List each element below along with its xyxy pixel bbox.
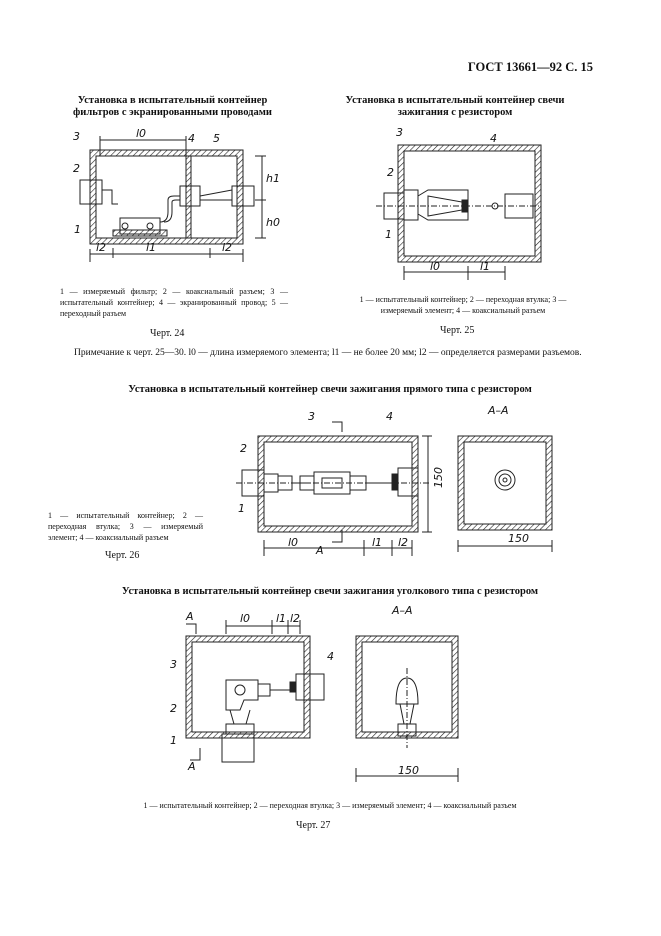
fig24-label-h0: h0: [266, 216, 280, 229]
fig25-label-l0: l0: [430, 260, 441, 273]
fig25-label-4: 4: [490, 132, 497, 145]
fig25-caption: Черт. 25: [440, 325, 475, 336]
fig27-label-a-bottom: A: [188, 760, 196, 773]
fig27-label-l0: l0: [240, 612, 251, 625]
fig24-label-4: 4: [188, 132, 195, 145]
fig24-label-1: 1: [74, 223, 81, 236]
fig24-label-2: 2: [73, 162, 80, 175]
fig27-label-1: 1: [170, 734, 177, 747]
fig27-dim-150: 150: [398, 764, 419, 777]
fig26-caption: Черт. 26: [105, 550, 140, 561]
fig27-label-l1: l1: [276, 612, 287, 625]
fig24-label-h1: h1: [266, 172, 280, 185]
fig25-label-1: 1: [385, 228, 392, 241]
fig26-label-l2: l2: [398, 536, 409, 549]
fig25-diagram: [376, 145, 541, 280]
fig26-label-l1: l1: [372, 536, 383, 549]
fig24-title: Установка в испытательный контейнер фильтров с экранированными проводами: [73, 95, 272, 118]
fig25-label-3: 3: [396, 126, 403, 139]
fig26-label-a: A: [316, 544, 324, 557]
fig26-section-label: A–A: [488, 404, 509, 417]
fig25-label-2: 2: [387, 166, 394, 179]
fig24-label-3: 3: [73, 130, 80, 143]
fig26-label-2: 2: [240, 442, 247, 455]
fig24-label-l2b: l2: [222, 241, 233, 254]
fig26-label-l0: l0: [288, 536, 299, 549]
fig24-label-5: 5: [213, 132, 220, 145]
fig26-label-3: 3: [308, 410, 315, 423]
fig24-diagram: [80, 136, 266, 262]
fig27-label-l2: l2: [290, 612, 301, 625]
fig26-label-4: 4: [386, 410, 393, 423]
fig24-caption: Черт. 24: [150, 328, 185, 339]
fig24-label-l1: l1: [146, 241, 157, 254]
fig27-section-label: A–A: [392, 604, 413, 617]
fig27-legend: 1 — испытательный контейнер; 2 — переходная втулка; 3 — измеряемый элемент; 4 — коаксиальный разъем: [143, 801, 517, 810]
note: Примечание к черт. 25—30. l0 — длина измеряемого элемента; l1 — не более 20 мм; l2 — определяется размерами разъемов.: [74, 348, 582, 358]
fig27-caption: Черт. 27: [296, 820, 331, 831]
fig27-title: Установка в испытательный контейнер свечи зажигания уголкового типа с резистором: [121, 586, 539, 597]
page-header: ГОСТ 13661—92 С. 15: [467, 60, 593, 74]
fig26-legend: 1 — испытательный контейнер; 2 — переходная втулка; 3 — измеряемый элемент; 4 — коаксиальный разъем: [48, 511, 203, 542]
fig26-diagram: [236, 422, 552, 556]
fig27-label-a-top: A: [186, 610, 194, 623]
fig24-legend: 1 — измеряемый фильтр; 2 — коаксиальный разъем; 3 — испытательный контейнер; 4 — экранированный провод; 5 — переходный разъем: [60, 287, 288, 318]
fig24-label-l2a: l2: [96, 241, 107, 254]
fig27-label-3: 3: [170, 658, 177, 671]
fig25-legend: 1 — испытательный контейнер; 2 — переходная втулка; 3 — измеряемый элемент; 4 — коаксиальный разъем: [359, 295, 567, 315]
fig27-label-4: 4: [327, 650, 334, 663]
fig26-dim-150-h: 150: [508, 532, 529, 545]
fig26-title: Установка в испытательный контейнер свечи зажигания прямого типа с резистором: [128, 384, 532, 395]
fig25-label-l1: l1: [480, 260, 491, 273]
fig24-label-l0: l0: [136, 127, 147, 140]
fig27-label-2: 2: [170, 702, 177, 715]
fig26-label-1: 1: [238, 502, 245, 515]
fig26-dim-150-v: 150: [432, 467, 445, 488]
fig25-title: Установка в испытательный контейнер свечи зажигания с резистором: [345, 95, 565, 118]
fig27-diagram: [186, 620, 458, 782]
